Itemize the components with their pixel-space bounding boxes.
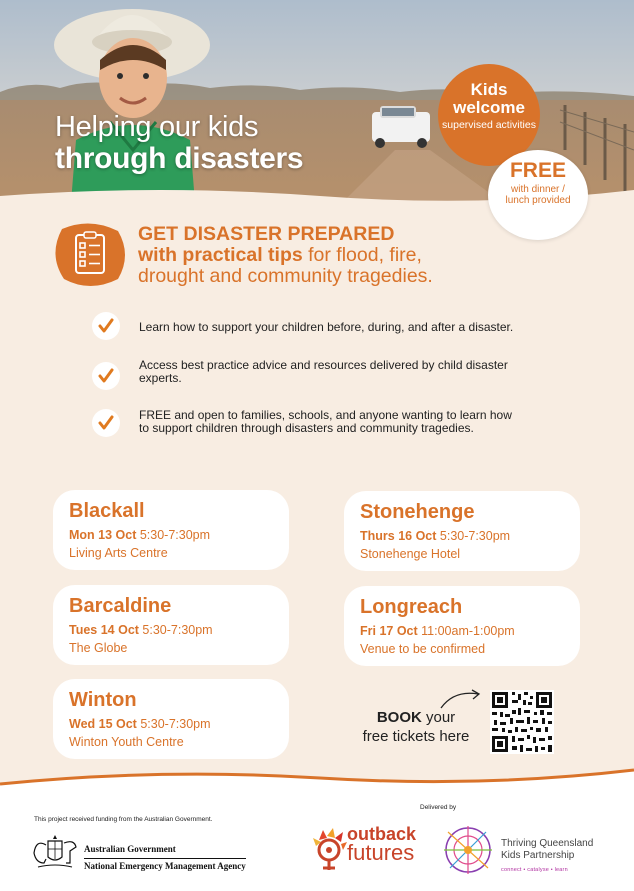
prepared-emphasis: with practical tips — [138, 244, 303, 266]
event-day: Wed 15 Oct — [69, 717, 137, 731]
event-city: Winton — [69, 689, 137, 711]
event-when — [69, 623, 289, 638]
thriving-queensland-logo — [440, 822, 496, 878]
list-item — [92, 359, 522, 409]
coat-of-arms-logo — [30, 833, 80, 873]
book-tickets-text — [356, 708, 476, 746]
futures-word: futures — [347, 840, 415, 865]
book-line2: free tickets here — [362, 728, 470, 745]
gov-agency-names — [84, 843, 246, 873]
book-word: BOOK — [376, 709, 422, 726]
event-venue: Venue to be confirmed — [360, 642, 486, 656]
book-rest: your — [421, 709, 456, 726]
outback-word: outback — [347, 824, 417, 844]
outback-futures-logo — [313, 826, 347, 870]
event-city: Barcaldine — [69, 595, 172, 617]
event-city: Longreach — [360, 596, 463, 618]
free-badge — [488, 150, 588, 240]
event-card-blackall — [53, 490, 289, 570]
event-card-winton — [53, 679, 289, 759]
free-subtitle: with dinner / lunch provided — [505, 184, 571, 206]
footer-wave — [0, 762, 634, 792]
checkmark-icon — [92, 312, 120, 340]
event-time: 11:00am-1:00pm — [417, 624, 515, 638]
event-when — [360, 624, 580, 639]
delivered-by-label: Delivered by — [420, 804, 457, 811]
event-when — [360, 529, 580, 544]
hero-title — [55, 113, 303, 174]
event-when — [69, 528, 289, 543]
bullet-text: Access best practice advice and resources delivered by child disaster experts. — [139, 358, 508, 385]
event-venue: The Globe — [69, 641, 128, 655]
tqk-tagline: connect • catalyse • learn — [501, 867, 568, 873]
prepared-title: GET DISASTER PREPARED — [138, 223, 395, 245]
checkmark-icon — [92, 362, 120, 390]
kids-welcome-title: Kids welcome — [453, 80, 525, 117]
event-day: Mon 13 Oct — [69, 528, 137, 542]
tqk-line2: Kids Partnership — [501, 850, 575, 861]
checkmark-icon — [92, 409, 120, 437]
event-day: Thurs 16 Oct — [360, 529, 437, 543]
event-venue: Stonehenge Hotel — [360, 547, 461, 561]
gov-line1: Australian Government — [84, 844, 176, 854]
list-item — [92, 409, 522, 435]
event-time: 5:30-7:30pm — [136, 717, 211, 731]
prepared-heading — [138, 224, 433, 287]
checklist-icon — [52, 221, 130, 289]
event-venue: Living Arts Centre — [69, 546, 168, 560]
gov-divider — [84, 858, 246, 859]
event-city: Stonehenge — [360, 501, 475, 523]
outback-futures-wordmark — [347, 825, 416, 864]
bullet-text: FREE and open to families, schools, and anyone wanting to learn how to support children through disasters and community tragedies. — [139, 408, 512, 435]
thriving-queensland-wordmark — [501, 838, 593, 876]
event-venue: Winton Youth Centre — [69, 735, 184, 749]
funding-text: This project received funding from the Australian Government. — [34, 816, 213, 823]
event-time: 5:30-7:30pm — [138, 623, 213, 637]
event-when — [69, 717, 289, 732]
book-line1 — [377, 709, 455, 726]
gov-line2: National Emergency Management Agency — [84, 861, 246, 871]
hero-title-line1: Helping our kids — [55, 111, 259, 143]
prepared-rest2: drought and community tragedies. — [138, 265, 433, 287]
kids-welcome-subtitle: supervised activities — [442, 119, 536, 131]
event-time: 5:30-7:30pm — [436, 529, 511, 543]
event-card-longreach — [344, 586, 580, 666]
event-card-stonehenge — [344, 491, 580, 571]
list-item — [92, 313, 522, 359]
benefits-list — [92, 313, 522, 435]
event-time: 5:30-7:30pm — [136, 528, 211, 542]
event-card-barcaldine — [53, 585, 289, 665]
prepared-line2 — [138, 244, 422, 266]
qr-code[interactable] — [490, 690, 554, 754]
bullet-text: Learn how to support your children before, during, and after a disaster. — [139, 320, 514, 334]
event-day: Fri 17 Oct — [360, 624, 418, 638]
event-city: Blackall — [69, 500, 145, 522]
free-title: FREE — [509, 159, 566, 182]
event-day: Tues 14 Oct — [69, 623, 139, 637]
tqk-line1: Thriving Queensland — [501, 838, 594, 849]
prepared-rest1: for flood, fire, — [302, 244, 422, 266]
hero-title-line2: through disasters — [55, 142, 304, 175]
